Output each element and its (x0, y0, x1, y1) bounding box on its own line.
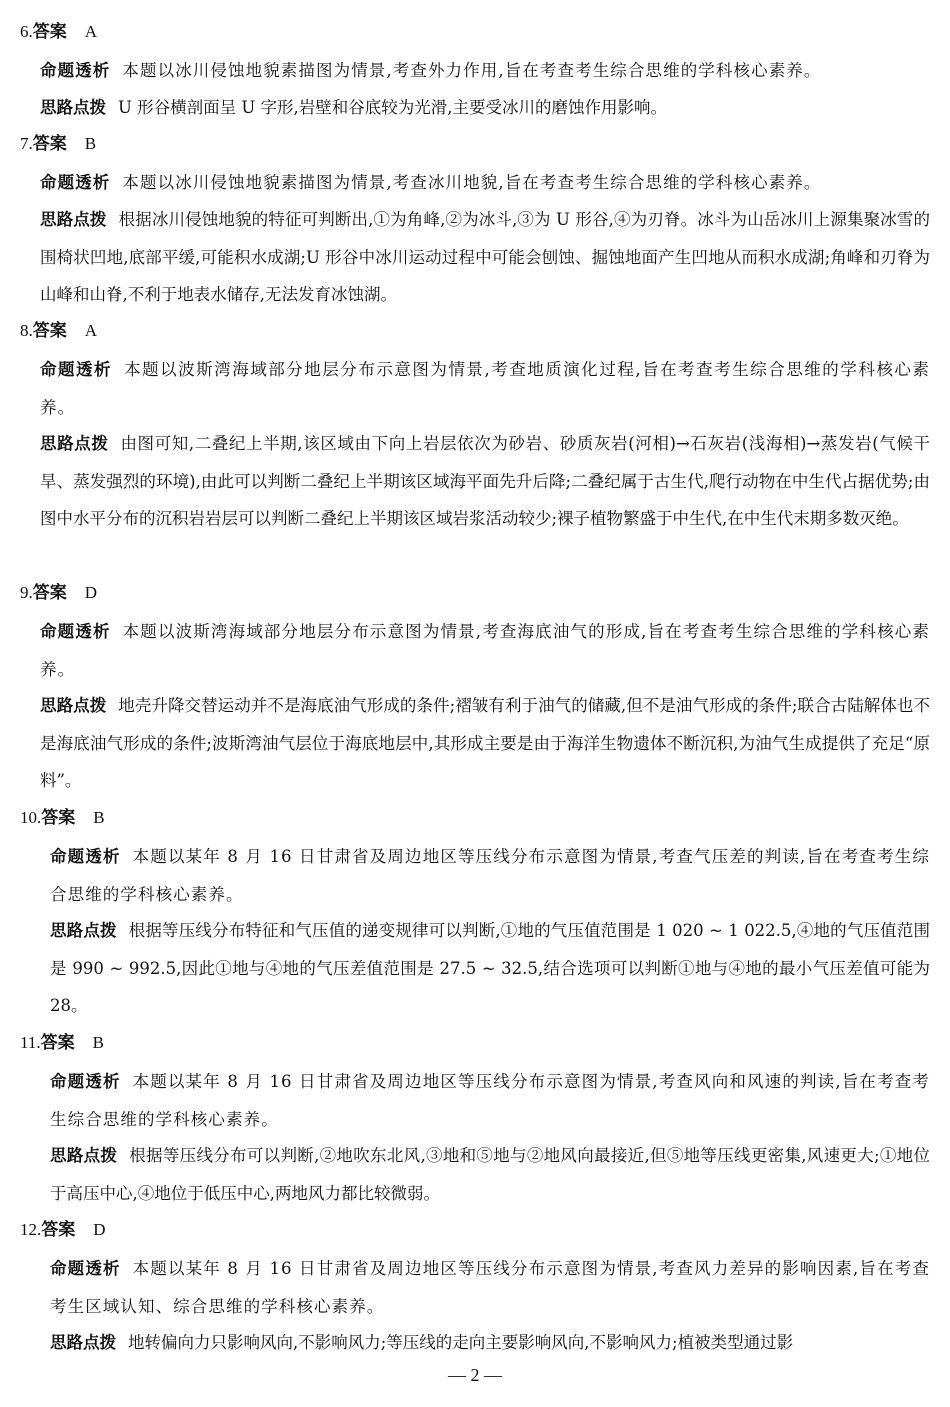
answer-value: D (93, 1220, 106, 1239)
analysis-label: 命题透析 (50, 1072, 121, 1091)
answer-label: 答案 (40, 1033, 75, 1053)
question-number: 11. (20, 1033, 41, 1052)
answer-label: 答案 (32, 321, 67, 341)
question-11-analysis (50, 1063, 930, 1138)
question-7-answer (20, 134, 96, 154)
question-6-analysis (40, 52, 930, 90)
answer-label: 答案 (41, 808, 76, 828)
answer-label: 答案 (32, 134, 67, 154)
question-11-answer (20, 1033, 104, 1053)
answer-value: D (84, 583, 98, 602)
question-12-hint (50, 1324, 930, 1362)
question-12-analysis (50, 1250, 930, 1325)
answer-label: 答案 (32, 583, 67, 603)
analysis-text: 本题以冰川侵蚀地貌素描图为情景,考查冰川地貌,旨在考查考生综合思维的学科核心素养。 (122, 173, 822, 192)
analysis-text: 本题以某年 8 月 16 日甘肃省及周边地区等压线分布示意图为情景,考查风力差异的影响因素,旨在考查考生区域认知、综合思维的学科核心素养。 (50, 1259, 930, 1316)
question-number: 9. (20, 583, 33, 602)
question-7-analysis (40, 164, 930, 202)
page-number: — 2 — (448, 1365, 502, 1385)
analysis-label: 命题透析 (40, 360, 113, 379)
question-9-analysis (40, 613, 930, 688)
hint-label: 思路点拨 (50, 1146, 118, 1165)
answer-value: B (84, 134, 97, 153)
question-6-answer (20, 22, 97, 42)
question-10-hint (50, 912, 930, 1025)
question-number: 12. (20, 1220, 42, 1239)
question-10-answer (20, 808, 105, 828)
hint-text: 根据等压线分布可以判断,②地吹东北风,③地和⑤地与②地风向最接近,但⑤地等压线更密集,风速更大;①地位于高压中心,④地位于低压中心,两地风力都比较微弱。 (50, 1146, 930, 1203)
question-8-hint (40, 425, 930, 538)
analysis-label: 命题透析 (50, 847, 121, 866)
question-10-analysis (50, 838, 930, 913)
hint-text: U 形谷横剖面呈 U 字形,岩壁和谷底较为光滑,主要受冰川的磨蚀作用影响。 (118, 98, 668, 117)
question-9-hint (40, 687, 930, 800)
question-number: 7. (20, 134, 33, 153)
answer-value: B (92, 1033, 104, 1052)
analysis-text: 本题以波斯湾海域部分地层分布示意图为情景,考查海底油气的形成,旨在考查考生综合思维的学科核心素养。 (40, 622, 930, 679)
question-number: 8. (20, 321, 33, 340)
hint-label: 思路点拨 (50, 921, 117, 940)
hint-label: 思路点拨 (50, 1333, 116, 1352)
hint-text: 由图可知,二叠纪上半期,该区域由下向上岩层依次为砂岩、砂质灰岩(河相)→石灰岩(浅海相)→蒸发岩(气候干旱、蒸发强烈的环境),由此可以判断二叠纪上半期该区域海平面先升后降;二叠纪属于古生代,爬行动物在中生代占据优势;由图中水平分布的沉积岩岩层可以判断二叠纪上半期该区域岩浆活动较少;裸子植物繁盛于中生代,在中生代末期多数灭绝。 (40, 434, 931, 528)
analysis-text: 本题以冰川侵蚀地貌素描图为情景,考查外力作用,旨在考查考生综合思维的学科核心素养。 (122, 61, 822, 80)
hint-label: 思路点拨 (40, 696, 107, 715)
answer-label: 答案 (41, 1220, 76, 1240)
analysis-text: 本题以某年 8 月 16 日甘肃省及周边地区等压线分布示意图为情景,考查风向和风速的判读,旨在考查考生综合思维的学科核心素养。 (50, 1072, 930, 1129)
question-number: 10. (20, 808, 42, 827)
analysis-text: 本题以某年 8 月 16 日甘肃省及周边地区等压线分布示意图为情景,考查气压差的判读,旨在考查考生综合思维的学科核心素养。 (50, 847, 930, 904)
question-7-hint (40, 201, 930, 314)
analysis-label: 命题透析 (40, 173, 111, 192)
question-11-hint (50, 1137, 930, 1212)
hint-text: 根据冰川侵蚀地貌的特征可判断出,①为角峰,②为冰斗,③为 U 形谷,④为刃脊。冰斗为山岳冰川上源集聚冰雪的围椅状凹地,底部平缓,可能积水成湖;U 形谷中冰川运动过程中可能会刨蚀、掘蚀地面产生凹地从而积水成湖;角峰和刃脊为山峰和山脊,不利于地表水储存,无法发育冰蚀湖。 (40, 210, 931, 304)
question-8-answer (20, 321, 97, 341)
question-number: 6. (20, 22, 33, 41)
analysis-label: 命题透析 (50, 1259, 121, 1278)
answer-value: A (84, 321, 98, 340)
question-9-answer (20, 583, 97, 603)
hint-label: 思路点拨 (40, 210, 107, 229)
question-8-analysis (40, 351, 930, 426)
analysis-label: 命题透析 (40, 61, 111, 80)
hint-text: 地壳升降交替运动并不是海底油气形成的条件;褶皱有利于油气的储藏,但不是油气形成的条件;联合古陆解体也不是海底油气形成的条件;波斯湾油气层位于海底地层中,其形成主要是由于海洋生物遗体不断沉积,为油气生成提供了充足“原料”。 (40, 696, 931, 790)
hint-label: 思路点拨 (40, 434, 109, 453)
question-12-answer (20, 1220, 106, 1240)
answer-value: A (84, 22, 98, 41)
analysis-label: 命题透析 (40, 622, 111, 641)
hint-label: 思路点拨 (40, 98, 106, 117)
answer-label: 答案 (32, 22, 67, 42)
hint-text: 根据等压线分布特征和气压值的递变规律可以判断,①地的气压值范围是 1 020 ~ 1 022.5,④地的气压值范围是 990 ~ 992.5,因此①地与④地的气压差值范围是 27.5 ~ 32.5,结合选项可以判断①地与④地的最小气压差值可能为 28。 (50, 921, 931, 1015)
question-6-hint (40, 89, 930, 127)
answer-value: B (93, 808, 105, 827)
analysis-text: 本题以波斯湾海域部分地层分布示意图为情景,考查地质演化过程,旨在考查考生综合思维的学科核心素养。 (40, 360, 930, 417)
hint-text: 地转偏向力只影响风向,不影响风力;等压线的走向主要影响风向,不影响风力;植被类型通过影 (128, 1333, 794, 1352)
